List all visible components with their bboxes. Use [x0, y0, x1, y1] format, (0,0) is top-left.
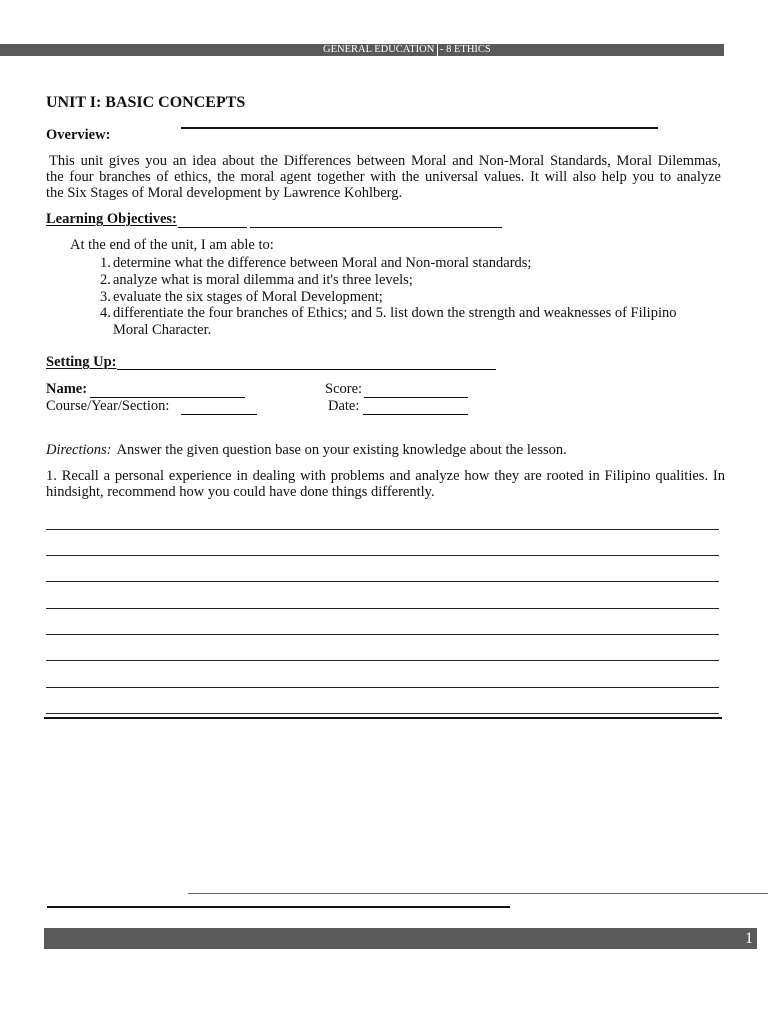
list-item [100, 305, 720, 322]
answer-line [46, 634, 719, 635]
date-label: Date: [328, 398, 360, 414]
objectives-list [100, 255, 720, 339]
list-item-continuation [100, 322, 720, 339]
score-blank [364, 397, 468, 398]
answer-line [46, 660, 719, 661]
list-item-number: 4. [100, 305, 111, 322]
question [46, 468, 725, 500]
list-item [100, 272, 720, 289]
question-line: hindsight, recommend how you could have done things differently. [46, 484, 435, 500]
title-rule [181, 127, 658, 129]
page-number: 1 [745, 930, 753, 947]
overview-heading: Overview: [46, 127, 111, 143]
list-item-text: analyze what is moral dilemma and it's three levels; [113, 271, 413, 288]
directions [46, 442, 567, 458]
score-label: Score: [325, 381, 363, 397]
name-label: Name: [46, 381, 88, 397]
setting-up-underline [117, 369, 496, 370]
objectives-heading: Learning Objectives: [46, 211, 177, 227]
footer-bar [44, 928, 757, 949]
answer-section-bottom-rule [44, 717, 722, 719]
answer-line [46, 713, 719, 714]
course-blank [181, 414, 257, 415]
course-label: Course/Year/Section: [46, 398, 170, 414]
header-course: - 8 ETHICS [440, 44, 491, 55]
list-item-text: Moral Character. [113, 322, 212, 338]
header-subject: GENERAL EDUCATION [323, 44, 435, 55]
list-item-number: 3. [100, 288, 111, 305]
list-item-text: determine what the difference between Moral and Non-moral standards; [113, 255, 532, 271]
answer-line [46, 608, 719, 609]
objectives-heading-underline [178, 227, 247, 228]
objectives-heading-underline [250, 227, 502, 228]
question-line: 1. Recall a personal experience in dealing with problems and analyze how they are rooted in Filipino qualities. In [46, 468, 725, 484]
answer-line [46, 581, 719, 582]
date-blank [363, 414, 468, 415]
list-item-number: 1. [100, 255, 111, 271]
setting-up-heading: Setting Up: [46, 354, 117, 370]
list-item-text: evaluate the six stages of Moral Development; [113, 288, 383, 305]
answer-line [46, 529, 719, 530]
overview-line: the four branches of ethics, the moral agent together with the universal values. It will also help you to analyze [46, 169, 721, 185]
answer-line [46, 687, 719, 688]
list-item-text: differentiate the four branches of Ethics; and 5. list down the strength and weaknesses of Filipino [113, 305, 677, 322]
answer-line [46, 555, 719, 556]
overview-line: the Six Stages of Moral development by Lawrence Kohlberg. [46, 185, 403, 201]
footer-rule [47, 906, 510, 908]
directions-text: Answer the given question base on your existing knowledge about the lesson. [116, 442, 567, 458]
directions-label: Directions: [46, 442, 112, 458]
list-item-number: 2. [100, 271, 111, 288]
list-item [100, 255, 720, 272]
overview-paragraph [46, 153, 721, 201]
footer-separator-line [188, 893, 768, 894]
header-divider [437, 44, 438, 56]
list-item [100, 289, 720, 306]
objectives-intro: At the end of the unit, I am able to: [70, 237, 274, 253]
overview-line: This unit gives you an idea about the Differences between Moral and Non-Moral Standards, Moral Dilemmas, [49, 153, 721, 169]
unit-title: UNIT I: BASIC CONCEPTS [46, 94, 246, 111]
